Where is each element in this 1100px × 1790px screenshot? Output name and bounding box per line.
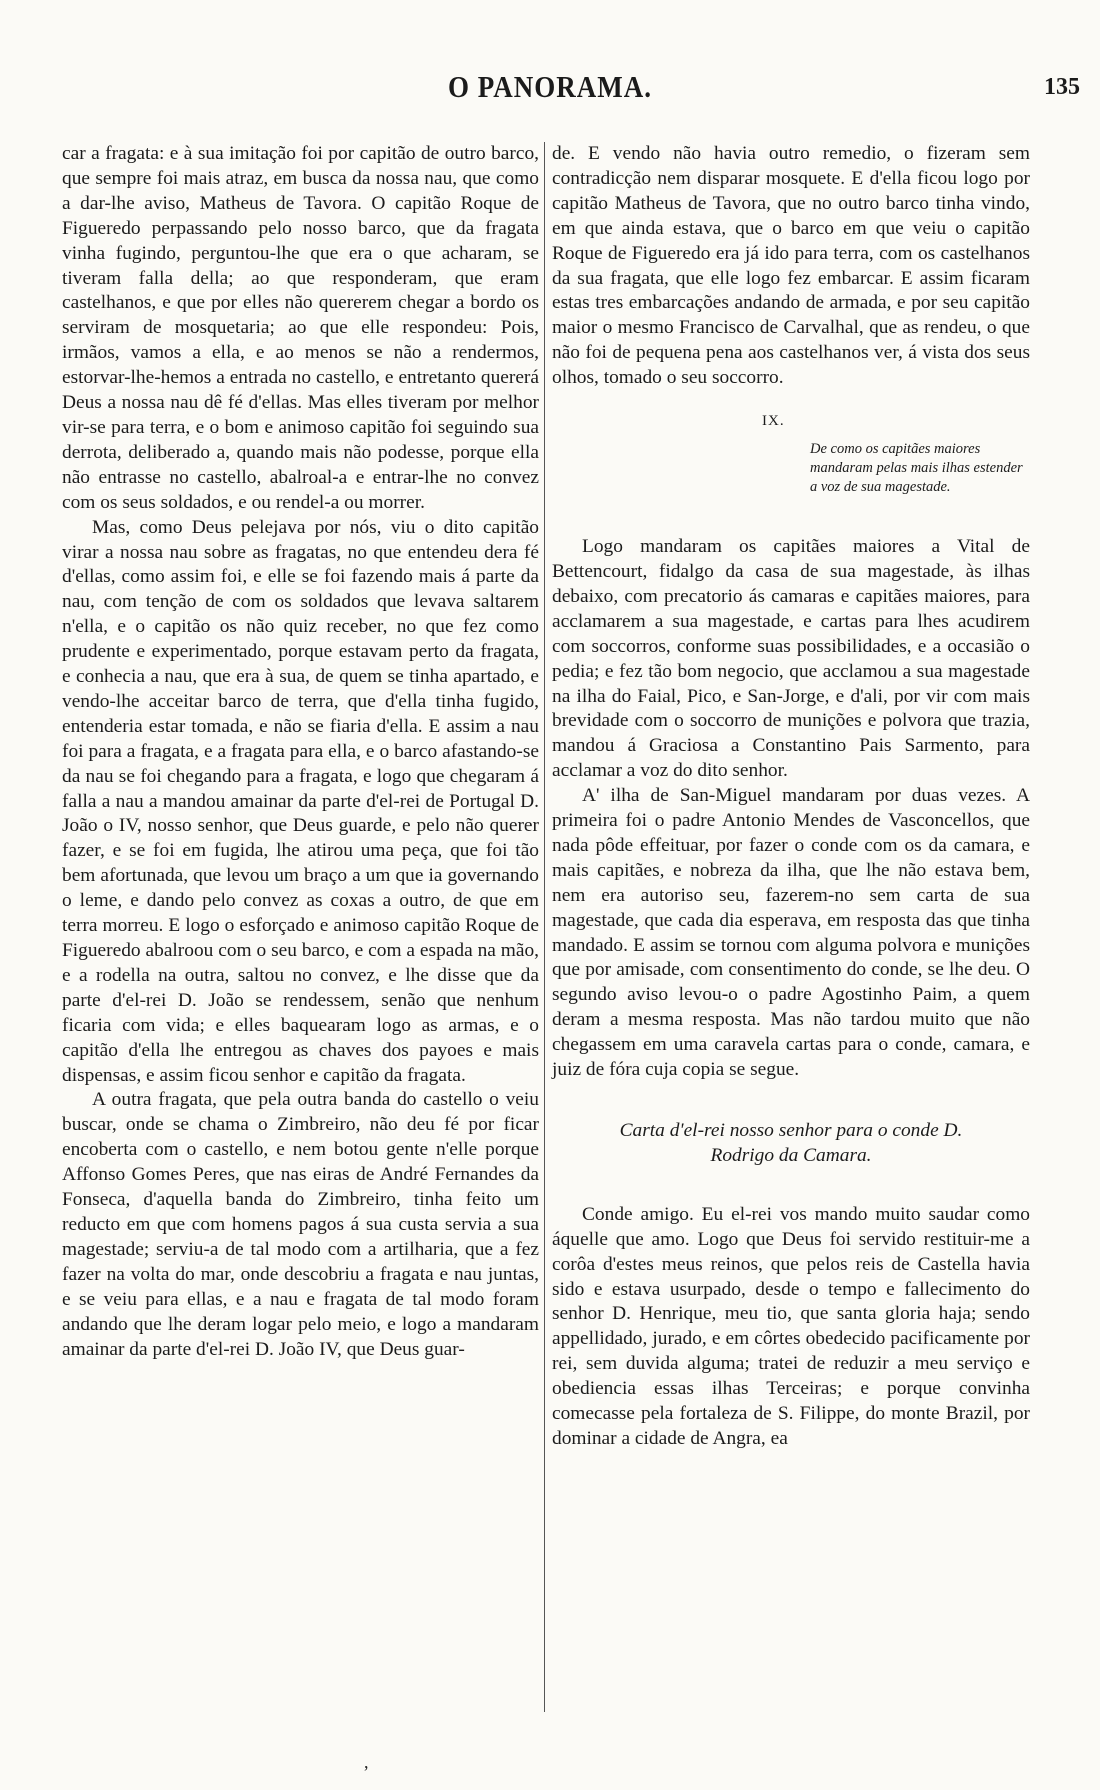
left-column: [62, 142, 539, 1362]
left-paragraph-3: A outra fragata, que pela outra banda do castello o veiu buscar, onde se chama o Zimbreiro, não deu fé por ficar encoberta com o castello, e nem botou gente n'elle porque Affonso Gomes Peres, que nas eiras de André Fernandes da Fonseca, d'aquella banda do Zimbreiro, tinha feito um reducto em que com homens pagos á sua custa servia a sua magestade; serviu-a de tal modo com a artilharia, que a fez fazer na volta do mar, onde descobriu a fragata e nau juntas, e se veiu para ellas, e a nau e fragata de tal modo foram andando que lhe deram logar pelo meio, e logo a mandaram amainar da parte d'el-rei D. João IV, que Deus guar-: [62, 1089, 539, 1360]
page-number: 135: [1044, 74, 1080, 100]
letter-title-line-2: Rodrigo da Camara.: [710, 1144, 872, 1166]
letter-paragraph: Conde amigo. Eu el-rei vos mando muito saudar como áquelle que amo. Logo que Deus foi servido restituir-me a corôa d'estes meus reinos, que pelos reis de Castella havia sido e estava usurpado, desde o tempo e fallecimento do senhor D. Henrique, meu tio, que santa gloria haja; sendo appellidado, jurado, e em côrtes obedecido pacificamente por rei, sem duvida alguma; tratei de reduzir a meu serviço e obediencia essas ilhas Terceiras; e porque convinha comecasse pela fortaleza de S. Filippe, do monte Brazil, por dominar a cidade de Angra, ea: [552, 1203, 1030, 1449]
right-intro-paragraph: de. E vendo não havia outro remedio, o fizeram sem contradicção nem disparar mosquete. E d'ella ficou logo por capitão Matheus de Tavora, que no outro barco tinha vindo, em que ainda estava, que o barco em que veiu o capitão Roque de Figueredo era já ido para terra, com os castelhanos da sua fragata, que elle logo fez embarcar. E assim ficaram estas tres embarcações andando de armada, e por seu capitão maior o mesmo Francisco de Carvalhal, que as rendeu, o que não foi de pequena pena aos castelhanos ver, á vista dos seus olhos, tomado o seu soccorro.: [552, 143, 1030, 389]
letter-title: [552, 1119, 1030, 1169]
masthead-title: O PANORAMA.: [448, 70, 652, 104]
section-paragraph-1: Logo mandaram os capitães maiores a Vital de Bettencourt, fidalgo da casa de sua magestade, às ilhas debaixo, com precatorio ás camaras e capitães maiores, para acclamarem a sua magestade, e cartas para lhes acudirem com soccorros, conforme suas possibilidades, e a occasião o pedia; e fez tão bom negocio, que acclamou a sua magestade na ilha do Faial, Pico, e San-Jorge, e d'ali, por vir com mais brevidade com o soccorro de munições e polvora que trazia, mandou á Graciosa a Constantino Pais Sarmento, para acclamar a voz do dito senhor.: [552, 536, 1030, 782]
letter-title-line-1: Carta d'el-rei nosso senhor para o conde D.: [619, 1120, 963, 1141]
section-summary: De como os capitães maiores mandaram pelas mais ilhas estender a voz de sua magestade.: [810, 441, 1023, 496]
ink-speck: ,: [364, 1752, 369, 1772]
left-paragraph-1: car a fragata: e à sua imitação foi por capitão de outro barco, que sempre foi mais atraz, em busca da nossa nau, que como a dar-lhe aviso, Matheus de Tavora. O capitão Roque de Figueredo perpassando pelo nosso barco, que da fragata vinha fugindo, perguntou-lhe que era o que acharam, se tiveram falla della; ao que responderam, que eram castelhanos, e que por elles não quererem chegar a bordo os serviram de mosquetaria; ao que elle respondeu: Pois, irmãos, vamos a ella, e ao menos se não a rendermos, estorvar-lhe-hemos a entrada no castello, e entretanto quererá Deus a nossa nau dê fé d'ellas. Mas elles tiveram por melhor vir-se para terra, e o bom e animoso capitão foi seguindo sua derrota, deliberado a, quando mais não podesse, porque ella não entrasse no castello, abalroal-a e entrar-lhe no convez com os seus soldados, e ou rendel-a ou morrer.: [62, 143, 539, 513]
column-divider: [544, 142, 545, 1712]
section-number: IX.: [762, 413, 785, 430]
running-head: [0, 72, 1100, 108]
left-paragraph-2: Mas, como Deus pelejava por nós, viu o dito capitão virar a nossa nau sobre as fragatas, no que entendeu dera fé d'ellas, como assim foi, e elle se foi fazendo mais á parte da nau, com tenção de com os soldados que levava saltarem n'ella, e o capitão os não quiz receber, no que fez como prudente e experimentado, porque estavam perto da fragata, e conhecia a nau, que era à sua, de quem se tinha apartado, e vendo-lhe acceitar barco de terra, que d'ella tinha fugido, entenderia estar tomada, e não se fiaria d'ella. E assim a nau foi para a fragata, e a fragata para ella, e o barco afastando-se da nau se foi chegando para a fragata, e logo que chegaram á falla a nau a mandou amainar da parte d'el-rei de Portugal D. João o IV, nosso senhor, que Deus guarde, e pelo não querer fazer, e se foi em fugida, lhe atirou uma peça, que foi tão bem afortunada, que levou um braço a um que ia governando o leme, e dando pelo convez as coxas a outro, de que em terra morreu. E logo o esforçado e animoso capitão Roque de Figueredo abalroou com o seu barco, e com a espada na mão, e a rodella na outra, saltou no convez, e lhe disse que da parte d'el-rei D. João se rendessem, senão que nenhum ficaria com vida; e elles baquearam logo as armas, e o capitão d'ella lhe entregou as chaves dos payoes e mais dispensas, e assim ficou senhor e capitão da fragata.: [62, 516, 539, 1086]
right-column: [552, 142, 1030, 1452]
section-paragraph-2: A' ilha de San-Miguel mandaram por duas vezes. A primeira foi o padre Antonio Mendes de Vasconcellos, que nada pôde effeituar, por fazer o conde com os da camara, e mais capitães, e nobreza da ilha, que lhe não estava bem, nem era autoriso seu, fazerem-no sem carta de sua magestade, que cada dia esperava, em resposta das que tinha mandado. E assim se tornou com alguma polvora e munições que por amisade, com consentimento do conde, se lhe deu. O segundo aviso levou-o o padre Agostinho Paim, a quem deram a mesma resposta. Mas não tardou muito que não chegassem em uma caravela cartas para o conde, camara, e juiz de fóra cuja copia se segue.: [552, 785, 1030, 1081]
